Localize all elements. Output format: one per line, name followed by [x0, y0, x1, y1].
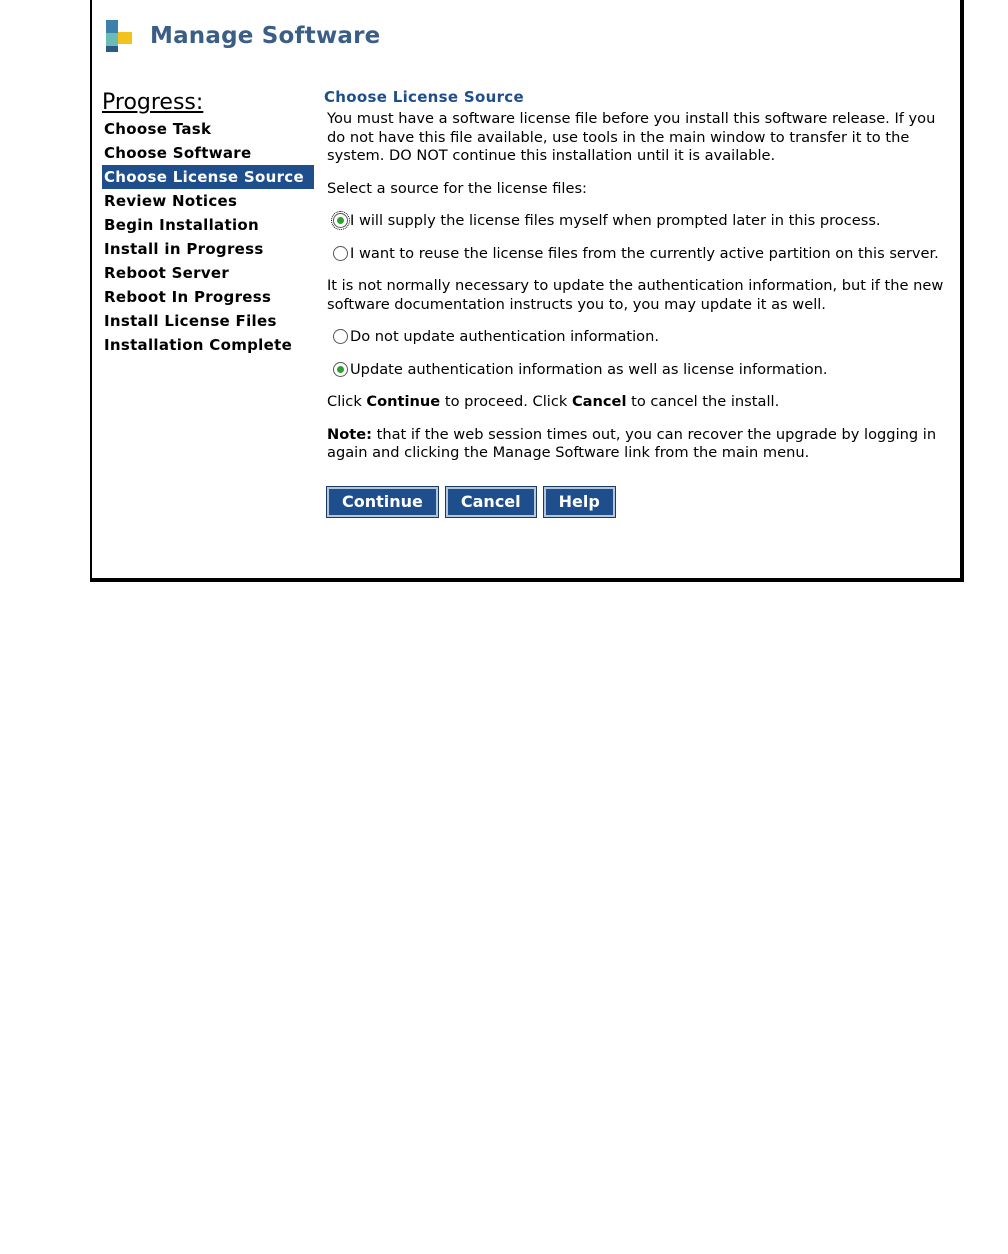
intro-text: You must have a software license file before you install this software release. If you do not have this file available, use tools in the main window to transfer it to the system. DO NOT continue this installation until it is available. — [327, 110, 936, 164]
select-prompt: Select a source for the license files: — [327, 179, 587, 197]
radio-label: Do not update authentication information. — [350, 328, 659, 345]
radio-label: I will supply the license files myself when prompted later in this process. — [350, 212, 881, 229]
button-bar — [327, 487, 954, 517]
radio-update-auth[interactable] — [333, 362, 348, 377]
license-option-reuse[interactable] — [327, 245, 954, 264]
auth-option-no-update[interactable] — [327, 328, 954, 347]
continue-button[interactable]: Continue — [327, 487, 438, 517]
cancel-button[interactable]: Cancel — [446, 487, 536, 517]
page-title: Manage Software — [150, 23, 381, 49]
main-content — [324, 88, 954, 517]
progress-step: Installation Complete — [104, 336, 293, 354]
note-text: Note: that if the web session times out, you can recover the upgrade by logging in again and clicking the Manage Software link from the main menu. — [327, 425, 937, 461]
radio-label: I want to reuse the license files from the currently active partition on this server. — [350, 244, 939, 262]
progress-step: Choose Software — [104, 144, 252, 162]
window-header — [104, 18, 380, 54]
help-button[interactable]: Help — [544, 487, 615, 517]
progress-heading: Progress: — [102, 90, 204, 115]
auth-intro-text: It is not normally necessary to update the authentication information, but if the new software documentation instructs you to, you may update it as well. — [327, 277, 944, 313]
section-title: Choose License Source — [324, 88, 524, 106]
proceed-instructions: Click Continue to proceed. Click Cancel to cancel the install. — [327, 393, 780, 410]
progress-step-active: Choose License Source — [102, 165, 314, 189]
progress-step: Install License Files — [104, 312, 277, 330]
progress-sidebar — [102, 90, 314, 357]
auth-option-update[interactable] — [327, 361, 954, 380]
progress-step: Review Notices — [104, 192, 238, 210]
radio-no-auth-update[interactable] — [333, 329, 348, 344]
manage-software-window — [90, 0, 964, 582]
progress-step: Install in Progress — [104, 240, 264, 258]
app-logo-icon — [104, 20, 134, 52]
progress-step: Reboot Server — [104, 264, 230, 282]
license-option-supply[interactable] — [327, 212, 954, 231]
radio-label: Update authentication information as well as license information. — [350, 360, 828, 378]
radio-reuse-license[interactable] — [333, 246, 348, 261]
progress-step: Begin Installation — [104, 216, 259, 234]
radio-supply-license[interactable] — [333, 213, 348, 228]
progress-step: Reboot In Progress — [104, 288, 272, 306]
progress-step: Choose Task — [104, 120, 212, 138]
